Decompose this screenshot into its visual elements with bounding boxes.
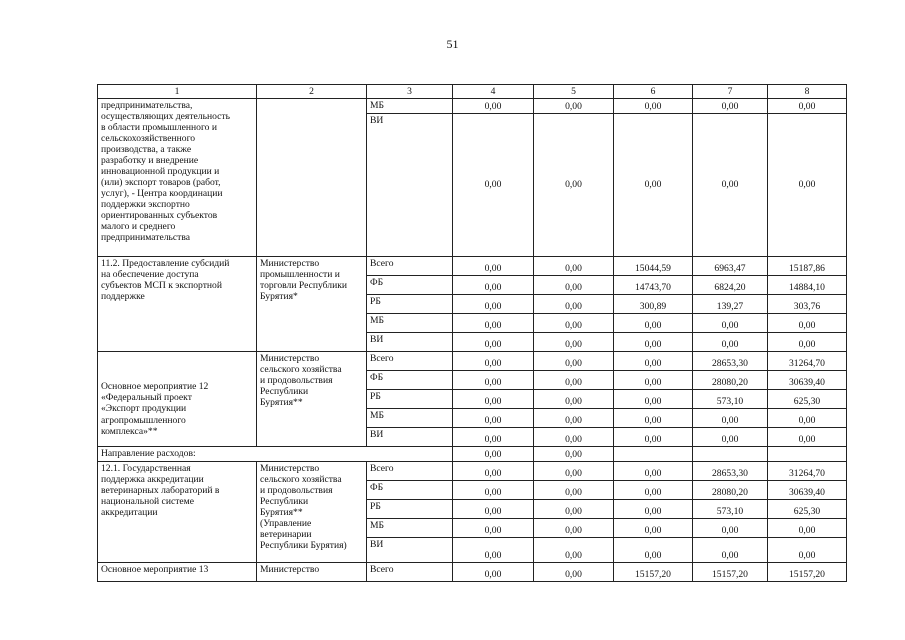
value-cell: 0,00 [693,333,768,352]
value-cell: 0,00 [453,538,534,563]
value-cell: 0,00 [453,563,534,582]
value-cell: 0,00 [534,390,614,409]
value-cell [614,447,693,462]
value-cell: 0,00 [534,99,614,114]
funding-source: РБ [367,390,453,409]
value-cell: 0,00 [534,114,614,257]
value-cell: 625,30 [768,500,847,519]
value-cell: 0,00 [534,371,614,390]
value-cell: 0,00 [614,481,693,500]
value-cell: 15157,20 [614,563,693,582]
value-cell: 0,00 [614,519,693,538]
value-cell: 0,00 [534,276,614,295]
direction-label: Направление расходов: [98,447,453,462]
value-cell: 0,00 [453,276,534,295]
funding-source: ВИ [367,333,453,352]
value-cell: 31264,70 [768,352,847,371]
value-cell: 0,00 [693,314,768,333]
value-cell: 15157,20 [768,563,847,582]
table-row [98,352,847,371]
value-cell: 0,00 [534,500,614,519]
responsible-org: Министерство сельского хозяйства и продовольствия Республики Бурятия** (Управление ветеринарии Республики Бурятия) [257,462,367,563]
header-cell: 8 [768,85,847,99]
value-cell: 28080,20 [693,481,768,500]
value-cell: 15187,86 [768,257,847,276]
header-cell: 4 [453,85,534,99]
header-cell: 3 [367,85,453,99]
value-cell: 0,00 [453,390,534,409]
page-number: 51 [446,37,459,51]
responsible-org: Министерство [257,563,367,582]
value-cell: 0,00 [614,538,693,563]
value-cell: 0,00 [534,295,614,314]
activity-description: 11.2. Предоставление субсидий на обеспечение доступа субъектов МСП к экспортной поддержке [98,257,257,352]
value-cell: 0,00 [453,428,534,447]
value-cell: 0,00 [534,519,614,538]
value-cell: 0,00 [453,500,534,519]
funding-source: Всего [367,352,453,371]
value-cell: 0,00 [453,371,534,390]
value-cell: 0,00 [534,314,614,333]
value-cell: 0,00 [453,295,534,314]
table-row [98,462,847,481]
value-cell: 0,00 [453,481,534,500]
value-cell: 0,00 [534,462,614,481]
header-cell: 5 [534,85,614,99]
value-cell: 0,00 [534,538,614,563]
value-cell: 28653,30 [693,352,768,371]
value-cell: 0,00 [693,428,768,447]
value-cell: 0,00 [768,99,847,114]
value-cell: 0,00 [614,352,693,371]
value-cell: 0,00 [453,257,534,276]
value-cell: 6963,47 [693,257,768,276]
activity-description: 12.1. Государственная поддержка аккредитации ветеринарных лабораторий в национальной системе аккредитации [98,462,257,563]
value-cell: 0,00 [453,352,534,371]
value-cell: 0,00 [534,409,614,428]
value-cell: 0,00 [453,333,534,352]
value-cell: 0,00 [614,428,693,447]
value-cell: 0,00 [614,500,693,519]
table-row [98,257,847,276]
table-row [98,99,847,114]
value-cell: 14884,10 [768,276,847,295]
value-cell: 0,00 [614,462,693,481]
funding-source: Всего [367,563,453,582]
value-cell: 15157,20 [693,563,768,582]
value-cell: 0,00 [768,409,847,428]
value-cell: 0,00 [693,538,768,563]
value-cell: 0,00 [614,114,693,257]
funding-source: ВИ [367,428,453,447]
header-cell: 7 [693,85,768,99]
value-cell: 0,00 [614,99,693,114]
activity-description: Основное мероприятие 12 «Федеральный проект «Экспорт продукции агропромышленного комплекса»** [98,352,257,447]
value-cell: 30639,40 [768,481,847,500]
value-cell: 0,00 [768,428,847,447]
header-row [98,85,847,99]
value-cell: 0,00 [534,257,614,276]
table-row [98,447,847,462]
value-cell: 0,00 [768,333,847,352]
value-cell: 300,89 [614,295,693,314]
header-cell: 2 [257,85,367,99]
funding-source: ФБ [367,276,453,295]
value-cell [693,447,768,462]
value-cell: 0,00 [693,99,768,114]
value-cell: 0,00 [453,314,534,333]
table-row [98,563,847,582]
activity-description: предпринимательства, осуществляющих деятельность в области промышленного и сельскохозяйственного производства, а также разработку и внедрение инновационной продукции и (или) экспорт товаров (работ, услуг), - Центра координации поддержки экспортно ориентированных субъектов малого и среднего предпринимательства [98,99,257,257]
responsible-org: Министерство сельского хозяйства и продовольствия Республики Бурятия** [257,352,367,447]
value-cell: 0,00 [693,519,768,538]
value-cell: 0,00 [614,390,693,409]
funding-source: МБ [367,409,453,428]
value-cell: 0,00 [768,538,847,563]
value-cell: 139,27 [693,295,768,314]
responsible-org: Министерство промышленности и торговли Республики Бурятия* [257,257,367,352]
value-cell: 0,00 [453,99,534,114]
funding-source: МБ [367,314,453,333]
value-cell: 0,00 [453,447,534,462]
value-cell: 303,76 [768,295,847,314]
value-cell: 0,00 [768,519,847,538]
value-cell: 14743,70 [614,276,693,295]
value-cell: 0,00 [453,114,534,257]
funding-source: Всего [367,257,453,276]
funding-source: МБ [367,99,453,114]
value-cell: 0,00 [768,314,847,333]
value-cell: 0,00 [614,409,693,428]
value-cell: 573,10 [693,500,768,519]
value-cell: 6824,20 [693,276,768,295]
funding-source: МБ [367,519,453,538]
value-cell: 28080,20 [693,371,768,390]
value-cell: 0,00 [534,428,614,447]
responsible-org [257,99,367,257]
value-cell: 0,00 [453,409,534,428]
value-cell: 625,30 [768,390,847,409]
value-cell: 0,00 [534,481,614,500]
activity-description: Основное мероприятие 13 [98,563,257,582]
funding-source: ФБ [367,371,453,390]
value-cell: 0,00 [768,114,847,257]
value-cell: 0,00 [534,352,614,371]
value-cell: 31264,70 [768,462,847,481]
funding-source: РБ [367,500,453,519]
value-cell [768,447,847,462]
value-cell: 573,10 [693,390,768,409]
value-cell: 0,00 [614,314,693,333]
value-cell: 0,00 [534,563,614,582]
value-cell: 0,00 [614,371,693,390]
funding-source: ВИ [367,114,453,257]
header-cell: 6 [614,85,693,99]
funding-source: РБ [367,295,453,314]
value-cell: 0,00 [693,114,768,257]
funding-source: ВИ [367,538,453,563]
funding-source: Всего [367,462,453,481]
value-cell: 0,00 [453,519,534,538]
value-cell: 0,00 [534,447,614,462]
budget-table [97,84,847,582]
value-cell: 0,00 [693,409,768,428]
value-cell: 30639,40 [768,371,847,390]
value-cell: 0,00 [534,333,614,352]
funding-source: ФБ [367,481,453,500]
header-cell: 1 [98,85,257,99]
value-cell: 28653,30 [693,462,768,481]
value-cell: 15044,59 [614,257,693,276]
value-cell: 0,00 [453,462,534,481]
value-cell: 0,00 [614,333,693,352]
